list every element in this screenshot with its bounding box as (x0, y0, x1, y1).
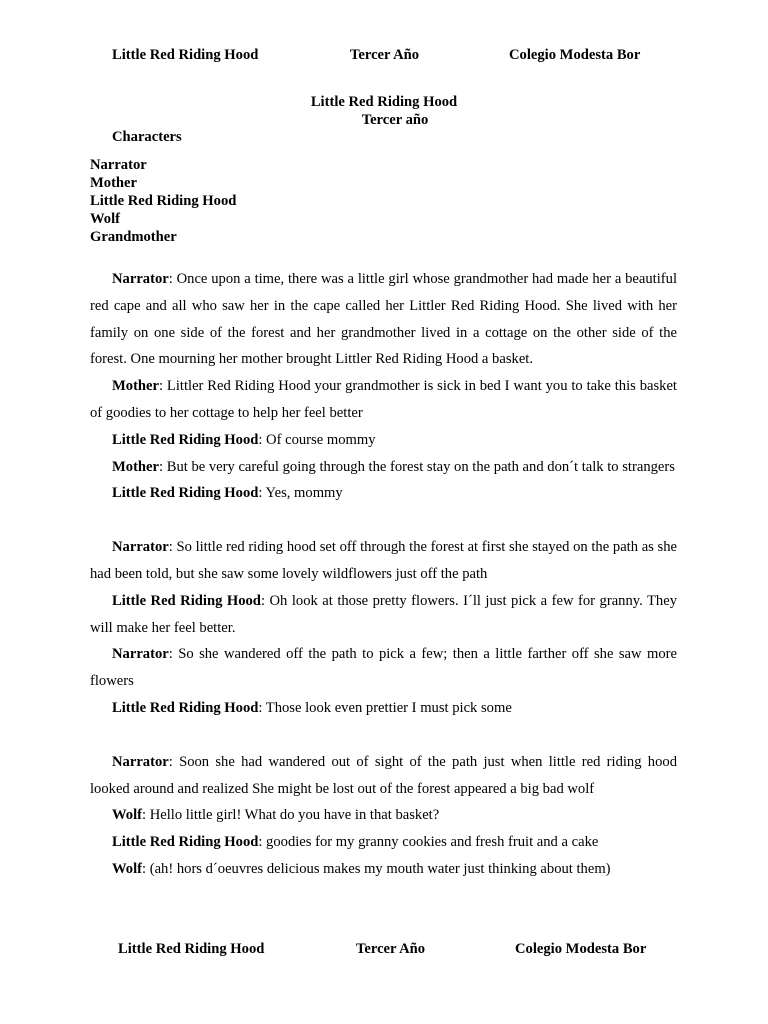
dialogue-line (90, 534, 677, 588)
speaker-name: Mother (112, 378, 160, 395)
dialogue-line (90, 802, 677, 829)
page-footer (0, 941, 768, 961)
dialogue-text: : So little red riding hood set off through the forest at first she stayed on the path as she had been told, but she saw some lovely wildflowers just off the path (90, 539, 677, 582)
speaker-name: Narrator (112, 646, 169, 663)
dialogue-line (90, 266, 677, 373)
dialogue-line (90, 373, 677, 427)
dialogue-text: : Of course mommy (258, 431, 376, 448)
footer-title: Little Red Riding Hood (118, 941, 265, 957)
document-subtitle: Tercer año (361, 112, 429, 128)
speaker-name: Narrator (112, 753, 169, 770)
page-header (0, 47, 768, 67)
footer-school: Colegio Modesta Bor (515, 941, 647, 957)
speaker-name: Little Red Riding Hood (112, 699, 259, 716)
dialogue-line (90, 749, 677, 803)
character-item: Mother (90, 175, 138, 191)
character-item: Grandmother (90, 229, 177, 245)
dialogue-line (90, 695, 677, 722)
dialogue-text: : (ah! hors d´oeuvres delicious makes my mouth water just thinking about them) (142, 860, 611, 877)
character-item: Wolf (90, 211, 120, 227)
dialogue-text: : So she wandered off the path to pick a few; then a little farther off she saw more flowers (90, 646, 677, 690)
characters-list (90, 156, 236, 246)
dialogue-line (90, 641, 677, 695)
dialogue-text: : Those look even prettier I must pick some (258, 699, 512, 716)
dialogue-line (90, 427, 677, 454)
dialogue-line (90, 454, 677, 481)
dialogue-text: : Yes, mommy (258, 485, 343, 502)
dialogue-line (90, 588, 677, 642)
dialogue-text: : Once upon a time, there was a little girl whose grandmother had made her a beautiful red cape and all who saw her in the cape called her Littler Red Riding Hood. She lived with her family on one side of the forest and her grandmother lived in a cottage on the other side of the forest. One mourning her mother brought Littler Red Riding Hood a basket. (90, 271, 677, 368)
header-title: Little Red Riding Hood (112, 47, 259, 63)
footer-grade: Tercer Año (356, 941, 426, 957)
speaker-name: Little Red Riding Hood (112, 834, 259, 851)
speaker-name: Wolf (112, 860, 142, 877)
dialogue-text: : Hello little girl! What do you have in that basket? (142, 807, 440, 824)
speaker-name: Wolf (112, 807, 142, 824)
speaker-name: Narrator (112, 271, 169, 287)
character-item: Little Red Riding Hood (90, 193, 237, 209)
speaker-name: Narrator (112, 539, 169, 556)
document-title: Little Red Riding Hood (310, 94, 458, 110)
dialogue-text: : But be very careful going through the forest stay on the path and don´t talk to strangers (159, 458, 675, 475)
speaker-name: Mother (112, 458, 160, 475)
dialogue-line (90, 856, 677, 883)
header-grade: Tercer Año (350, 47, 420, 63)
dialogue-text: : goodies for my granny cookies and fresh fruit and a cake (258, 834, 599, 851)
character-item: Narrator (90, 157, 147, 173)
dialogue-text: : Littler Red Riding Hood your grandmother is sick in bed I want you to take this basket of goodies to her cottage to help her feel better (90, 378, 677, 421)
dialogue-line (90, 480, 677, 507)
speaker-name: Little Red Riding Hood (112, 592, 261, 609)
speaker-name: Little Red Riding Hood (112, 431, 259, 448)
dialogue-text: : Oh look at those pretty flowers. I´ll just pick a few for granny. They will make her feel better. (90, 592, 677, 636)
script-body (90, 266, 677, 883)
dialogue-text: : Soon she had wandered out of sight of the path just when little red riding hood looked around and realized She might be lost out of the forest appeared a big bad wolf (90, 753, 677, 797)
header-school: Colegio Modesta Bor (509, 47, 641, 63)
characters-heading: Characters (112, 129, 182, 145)
dialogue-line (90, 829, 677, 856)
speaker-name: Little Red Riding Hood (112, 485, 259, 502)
